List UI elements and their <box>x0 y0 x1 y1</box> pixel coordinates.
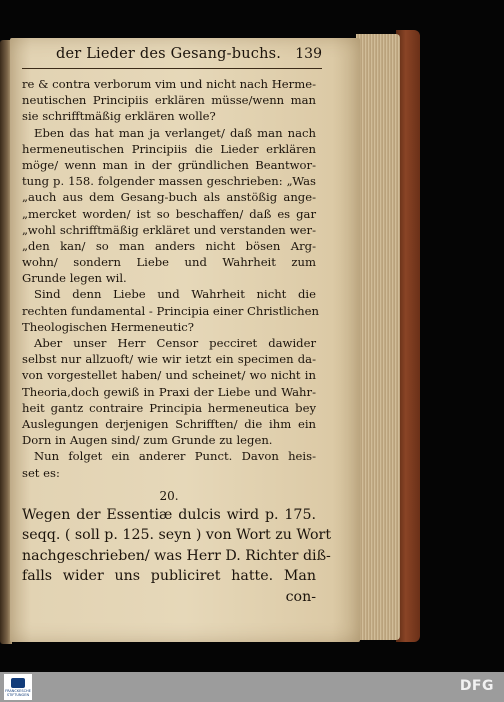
text-line: Nun folget ein anderer Punct. Davon heis- <box>34 449 316 464</box>
large-text-line: Wegen der Essentiæ dulcis wird p. 175. <box>22 506 316 523</box>
header-rule <box>22 68 322 69</box>
catchword: con- <box>285 588 316 605</box>
large-text-line: falls wider uns publiciret hatte. Man <box>22 568 316 585</box>
text-line: Dorn in Augen sind/ zum Grunde zu legen. <box>22 433 273 448</box>
section-number: 20. <box>159 488 179 503</box>
text-line: neutischen Principiis erklären müsse/wenn man <box>22 93 316 108</box>
text-line: Eben das hat man ja verlanget/ daß man nach <box>34 125 316 140</box>
page-stack-edge <box>356 34 400 640</box>
text-line: Aber unser Herr Censor pecciret dawider <box>34 336 316 350</box>
dfg-logo[interactable]: DFG <box>459 678 494 694</box>
page-text <box>22 46 332 607</box>
text-line: re & contra verborum vim und nicht nach Herme- <box>22 77 316 91</box>
running-head: der Lieder des Gesang-buchs. <box>56 46 282 62</box>
text-line: von vorgestellet haben/ und scheinet/ wo nicht in <box>22 368 316 383</box>
text-line: Auslegungen derjenigen Schrifften/ die ihm ein <box>22 416 316 431</box>
institution-logo[interactable] <box>4 674 32 700</box>
text-line: hermeneutischen Principiis die Lieder erklären <box>22 141 316 156</box>
text-line: set es: <box>22 465 60 480</box>
text-body <box>22 76 332 607</box>
viewer-footer-bar <box>0 672 504 702</box>
text-line: wohn/ sondern Liebe und Wahrheit zum <box>22 255 316 270</box>
text-line: heit gantz contraire Principia hermeneutica bey <box>22 400 316 415</box>
text-line: „den kan/ so man anders nicht bösen Arg- <box>22 238 316 253</box>
text-line: „wohl schrifftmäßig erkläret und verstanden wer- <box>22 222 316 237</box>
large-text-line: nachgeschrieben/ was Herr D. Richter diß- <box>22 547 331 564</box>
page-number: 139 <box>295 46 322 62</box>
logo-text: FRANCKESCHE STIFTUNGEN <box>5 688 31 697</box>
text-line: „auch aus dem Gesang-buch als anstößig ange- <box>22 190 316 205</box>
text-line: Theoria,doch gewiß in Praxi der Liebe und Wahr- <box>22 384 316 399</box>
text-line: selbst nur allzuoft/ wie wir ietzt ein specimen da- <box>22 352 316 367</box>
text-line: Sind denn Liebe und Wahrheit nicht die <box>34 287 316 302</box>
text-line: sie schrifftmäßig erklären wolle? <box>22 109 216 124</box>
large-text-line: seqq. ( soll p. 125. seyn ) von Wort zu Wort <box>22 527 332 544</box>
logo-icon <box>11 678 25 688</box>
text-line: Theologischen Hermeneutic? <box>22 319 195 334</box>
text-line: möge/ wenn man in der gründlichen Beantwor- <box>22 157 316 172</box>
text-line: tung p. 158. folgender massen geschrieben: „Was <box>22 174 316 189</box>
text-line: Grunde legen wil. <box>22 271 127 286</box>
text-line: „mercket worden/ ist so beschaffen/ daß es gar <box>22 206 316 221</box>
text-line: rechten fundamental - Principia einer Christlichen <box>22 303 319 318</box>
page-header <box>22 46 322 72</box>
